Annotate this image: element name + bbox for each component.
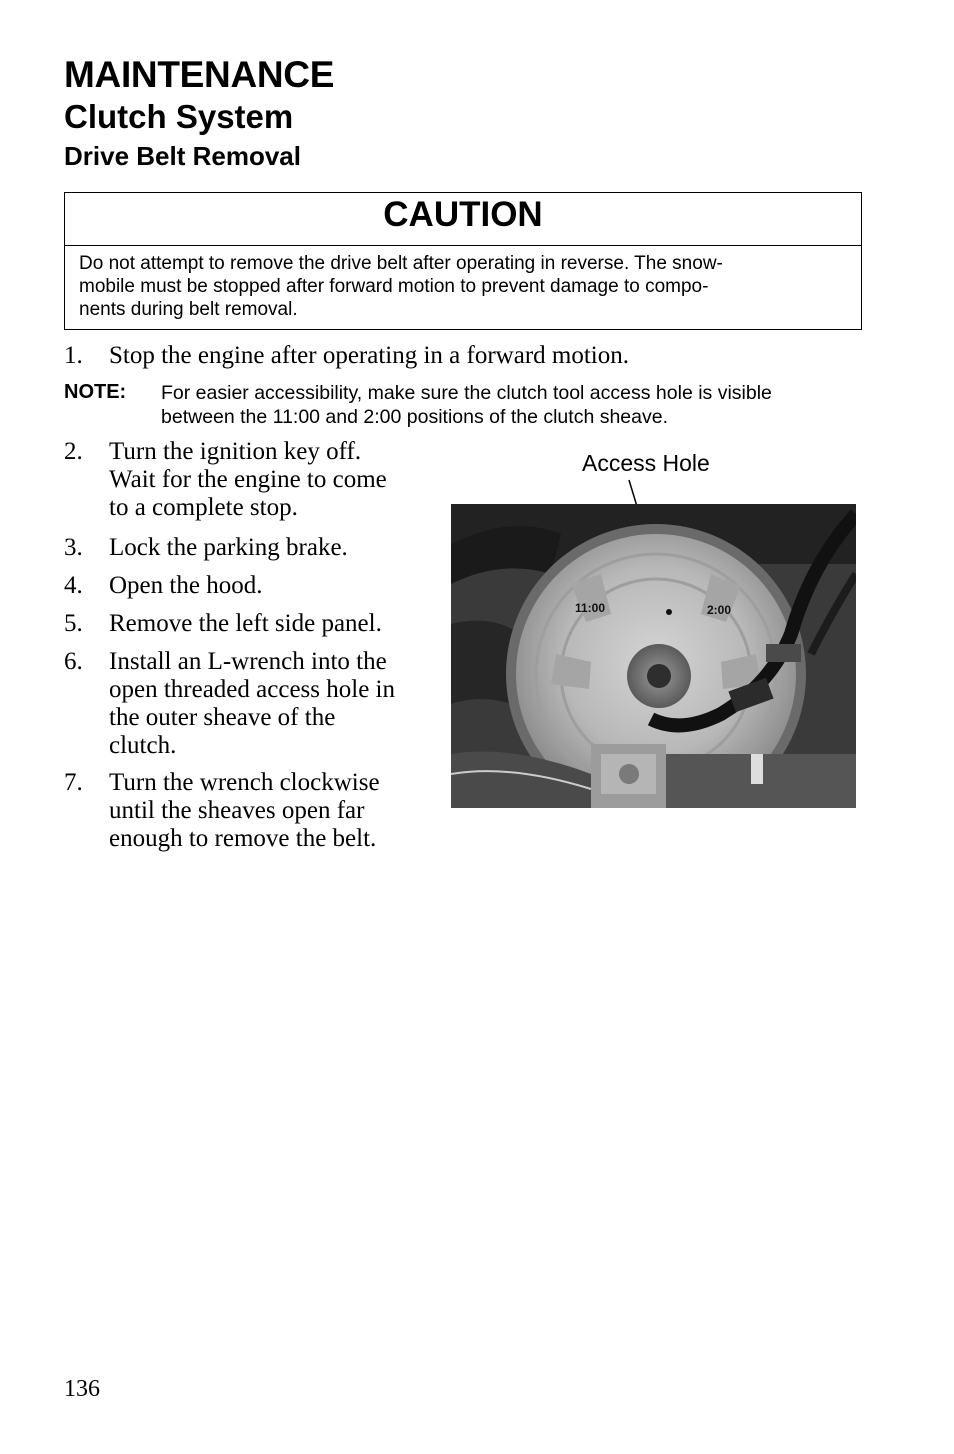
caution-text: [65, 246, 861, 321]
subsection-title: Clutch System: [64, 98, 294, 135]
topic-title: Drive Belt Removal: [64, 141, 301, 171]
step-text: Turn the ignition key off.: [109, 438, 362, 465]
step-text: enough to remove the belt.: [109, 825, 377, 852]
step-number: 4.: [64, 572, 83, 599]
mark-11: 11:00: [575, 601, 606, 615]
step-text: Remove the left side panel.: [109, 610, 382, 637]
caution-title: CAUTION: [65, 193, 861, 246]
caution-line: nents during belt removal.: [79, 299, 298, 320]
note-line: between the 11:00 and 2:00 positions of the clutch sheave.: [161, 406, 668, 428]
caution-line: Do not attempt to remove the drive belt after operating in reverse. The snow-: [79, 253, 723, 274]
figure-callout: Access Hole: [582, 450, 710, 476]
step-text: Install an L-wrench into the: [109, 648, 387, 675]
section-title: MAINTENANCE: [64, 54, 335, 95]
note-text: [161, 381, 866, 429]
step-text: clutch.: [109, 732, 177, 759]
step-number: 5.: [64, 610, 83, 637]
step-number: 3.: [64, 534, 83, 561]
note-label: NOTE:: [64, 381, 127, 403]
step-text: Wait for the engine to come: [109, 466, 387, 493]
step-text: open threaded access hole in: [109, 676, 395, 703]
clutch-illustration: [451, 504, 856, 808]
step-text: Open the hood.: [109, 572, 263, 599]
step-text: to a complete stop.: [109, 494, 298, 521]
step-text: until the sheaves open far: [109, 797, 365, 824]
step-number: 7.: [64, 769, 83, 796]
caution-box: [64, 192, 862, 330]
page-number: 136: [64, 1376, 100, 1402]
note-line: For easier accessibility, make sure the clutch tool access hole is visible: [161, 382, 772, 404]
step-text: the outer sheave of the: [109, 704, 336, 731]
step-number: 6.: [64, 648, 83, 675]
step-number: 1.: [64, 342, 83, 369]
mark-2: 2:00: [707, 603, 732, 617]
step-text: Lock the parking brake.: [109, 534, 348, 561]
step-text: Turn the wrench clockwise: [109, 769, 380, 796]
step-number: 2.: [64, 438, 83, 465]
clutch-photo: [451, 504, 856, 808]
caution-line: mobile must be stopped after forward motion to prevent damage to compo-: [79, 276, 709, 297]
step-text: Stop the engine after operating in a forward motion.: [109, 342, 629, 369]
